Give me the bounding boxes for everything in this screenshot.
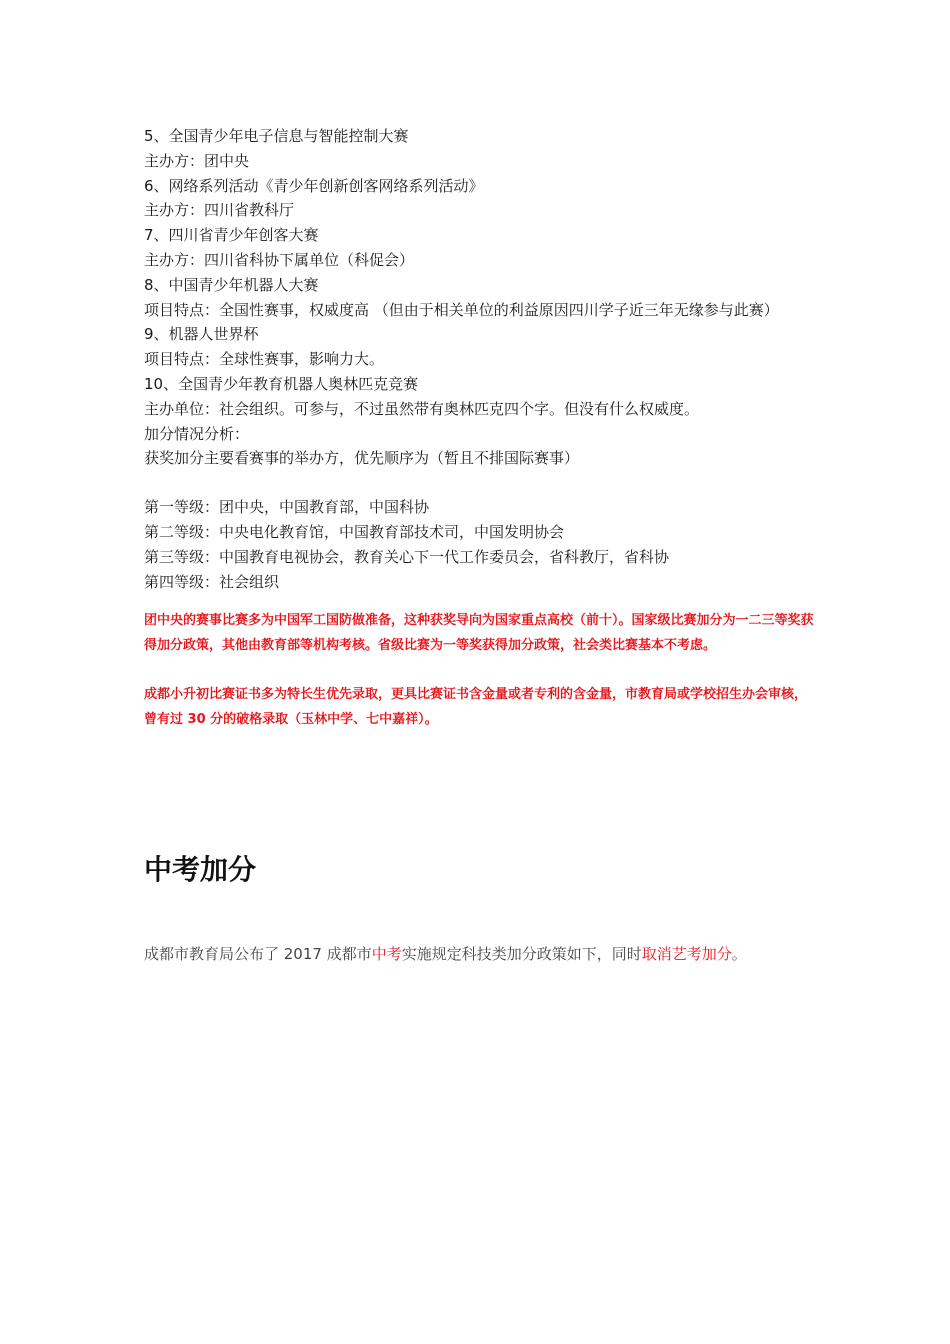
list-item: 5、全国青少年电子信息与智能控制大赛 bbox=[144, 127, 409, 145]
cancel-art-bonus-link[interactable]: 取消艺考加分 bbox=[641, 945, 732, 963]
analysis-heading: 加分情况分析： bbox=[144, 424, 250, 443]
list-item: 项目特点：全国性赛事，权威度高 （但由于相关单位的利益原因四川学子近三年无缘参与此赛） bbox=[144, 300, 779, 319]
list-item: 9、机器人世界杯 bbox=[144, 325, 259, 344]
list-item: 10、全国青少年教育机器人奥林匹克竞赛 bbox=[144, 374, 419, 393]
list-item: 7、四川省青少年创客大赛 bbox=[144, 226, 319, 245]
list-item: 主办方：四川省科协下属单位（科促会） bbox=[144, 250, 415, 269]
level-item: 第三等级：中国教育电视协会，教育关心下一代工作委员会，省科教厅，省科协 bbox=[144, 547, 670, 566]
list-item: 6、网络系列活动《青少年创新创客网络系列活动》 bbox=[144, 176, 484, 195]
analysis-intro: 获奖加分主要看赛事的举办方，优先顺序为（暂且不排国际赛事） bbox=[144, 449, 580, 468]
summary-text: 成都市教育局公布了 2017 成都市 bbox=[144, 945, 372, 963]
level-item: 第四等级：社会组织 bbox=[144, 572, 280, 591]
list-item: 8、中国青少年机器人大赛 bbox=[144, 275, 319, 294]
summary-text: 。 bbox=[731, 945, 747, 963]
list-item: 主办方：团中央 bbox=[144, 151, 250, 170]
spacer bbox=[144, 471, 814, 495]
document-body bbox=[144, 124, 814, 732]
highlight-note-2: 成都小升初比赛证书多为特长生优先录取，更具比赛证书含金量或者专利的含金量，市教育局或学校招生办会审核，曾有过 30 分的破格录取（玉林中学、七中嘉祥）。 bbox=[144, 687, 808, 728]
list-item: 主办方：四川省教科厅 bbox=[144, 201, 295, 220]
zhongkao-link[interactable]: 中考 bbox=[371, 945, 402, 963]
section-heading: 中考加分 bbox=[144, 853, 257, 886]
summary-paragraph bbox=[144, 942, 824, 966]
list-item: 项目特点：全球性赛事，影响力大。 bbox=[144, 350, 385, 369]
summary-text: 实施规定科技类加分政策如下，同时 bbox=[401, 945, 642, 963]
list-item: 主办单位：社会组织。可参与，不过虽然带有奥林匹克四个字。但没有什么权威度。 bbox=[144, 399, 700, 418]
level-item: 第二等级：中央电化教育馆，中国教育部技术司，中国发明协会 bbox=[144, 522, 565, 541]
highlight-note-1: 团中央的赛事比赛多为中国军工国防做准备，这种获奖导向为国家重点高校（前十）。国家级比赛加分为一二三等奖获得加分政策，其他由教育部等机构考核。省级比赛为一等奖获得加分政策，社会类比赛基本不考虑。 bbox=[144, 613, 814, 654]
level-item: 第一等级：团中央，中国教育部，中国科协 bbox=[144, 498, 430, 517]
